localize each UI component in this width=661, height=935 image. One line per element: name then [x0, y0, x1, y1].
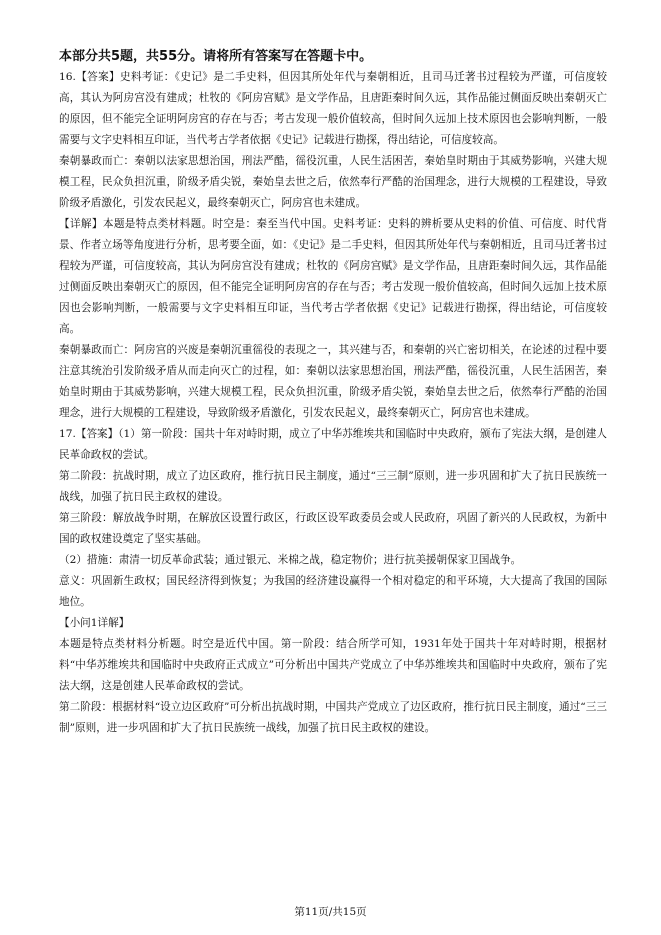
answer-17-significance: 意义：巩固新生政权；国民经济得到恢复；为我国的经济建设赢得一个相对稳定的和平环境，大大提高了我国的国际地位。 — [59, 575, 607, 608]
answer-17-stage-2: 第二阶段：抗战时期，成立了边区政府，推行抗日民主制度，通过“三三制”原则，进一步巩固和扩大了抗日民族统一战线，加强了抗日民主政权的建设。 — [59, 470, 607, 503]
answer-17-stage-1: 17.【答案】（1）第一阶段：国共十年对峙时期，成立了中华苏维埃共和国临时中央政府，颁布了宪法大纲，是创建人民革命政权的尝试。 — [59, 428, 607, 461]
section-heading: 本部分共5题，共55分。请将所有答案写在答题卡中。 — [59, 49, 373, 64]
sub-question-1-heading: 【小问1详解】 — [59, 617, 130, 629]
answer-16-qin-collapse: 秦朝暴政而亡：秦朝以法家思想治国，刑法严酷，徭役沉重，人民生活困苦，秦始皇时期由于其威势影响，兴建大规模工程，民众负担沉重，阶级矛盾尖锐，秦始皇去世之后，依然奉行严酷的治国理念，进行大规模的工程建设，导致阶级矛盾激化，引发农民起义，最终秦朝灭亡，阿房宫也未建成。 — [59, 155, 607, 209]
answer-17-stage-3: 第三阶段：解放战争时期，在解放区设置行政区，行政区设军政委员会或人民政府，巩固了新兴的人民政权，为新中国的政权建设奠定了坚实基础。 — [59, 512, 607, 545]
page-content — [59, 47, 607, 739]
answer-17-measures: （2）措施：肃清一切反革命武装；通过银元、米棉之战，稳定物价；进行抗美援朝保家卫国战争。 — [59, 554, 522, 566]
detail-16-qin-collapse: 秦朝暴政而亡：阿房宫的兴废是秦朝沉重徭役的表现之一，其兴建与否，和秦朝的兴亡密切相关，在论述的过程中要注意其统治引发阶级矛盾从而走向灭亡的过程，如：秦朝以法家思想治国，刑法严酷，徭役沉重，人民生活困苦，秦始皇时期由于其威势影响，兴建大规模工程，民众负担沉重，阶级矛盾尖锐，秦始皇去世之后，依然奉行严酷的治国理念，进行大规模的工程建设，导致阶级矛盾激化，引发农民起义，最终秦朝灭亡，阿房宫也未建成。 — [59, 344, 607, 419]
sub-question-1-detail: 本题是特点类材料分析题。时空是近代中国。第一阶段：结合所学可知，1931年处于国共十年对峙时期，根据材料“中华苏维埃共和国临时中央政府正式成立”可分析出中国共产党成立了中华苏维埃共和国临时中央政府，颁布了宪法大纲，这是创建人民革命政权的尝试。 — [59, 638, 607, 692]
answer-16: 16.【答案】史料考证：《史记》是二手史料，但因其所处年代与秦朝相近，且司马迁著书过程较为严谨，可信度较高，其认为阿房宫没有建成；杜牧的《阿房宫赋》是文学作品，且唐距秦时间久远，其作品能过侧面反映出秦朝灭亡的原因，但不能完全证明阿房宫的存在与否；考古发现一般价值较高，但时间久远加上技术原因也会影响判断，一般需要与文字史料相互印证，当代考古学者依据《史记》记载进行勘探，得出结论，可信度较高。 — [59, 71, 607, 146]
detail-16: 【详解】本题是特点类材料题。时空是：秦至当代中国。史料考证：史料的辨析要从史料的价值、可信度、时代背景、作者立场等角度进行分析，思考要全面，如：《史记》是二手史料，但因其所处年代与秦朝相近，且司马迁著书过程较为严谨，可信度较高，其认为阿房宫没有建成；杜牧的《阿房宫赋》是文学作品，且唐距秦时间久远，其作品能过侧面反映出秦朝灭亡的原因，但不能完全证明阿房宫的存在与否；考古发现一般价值较高，但时间久远加上技术原因也会影响判断，一般需要与文字史料相互印证，当代考古学者依据《史记》记载进行勘探，得出结论，可信度较高。 — [59, 218, 607, 335]
page-number: 第11页/共15页 — [294, 906, 367, 918]
sub-question-1-stage-2: 第二阶段：根据材料“设立边区政府”可分析出抗战时期，中国共产党成立了边区政府，推行抗日民主制度，通过“三三制”原则，进一步巩固和扩大了抗日民族统一战线，加强了抗日民主政权的建设。 — [59, 701, 607, 734]
